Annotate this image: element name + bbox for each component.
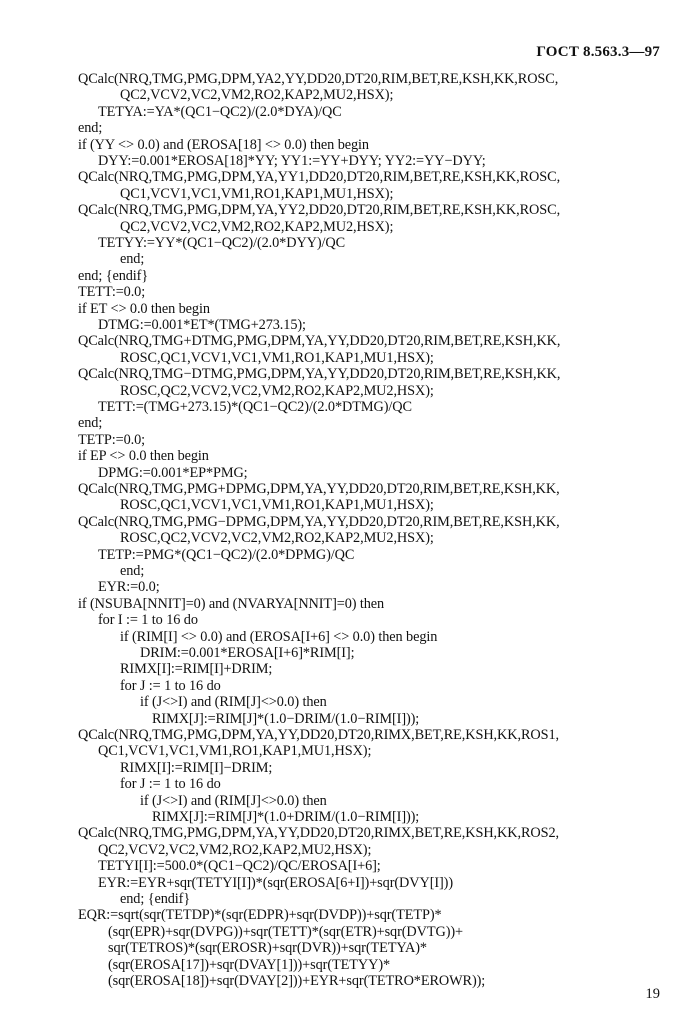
code-line: for J := 1 to 16 do (120, 677, 221, 694)
code-line: QCalc(NRQ,TMG,PMG+DPMG,DPM,YA,YY,DD20,DT20,RIM,BET,RE,KSH,KK, (78, 481, 560, 497)
code-line: TETT:=(TMG+273.15)*(QC1−QC2)/(2.0*DTMG)/QC (98, 399, 412, 415)
code-line: TETT:=0.0; (78, 284, 146, 301)
code-line: QCalc(NRQ,TMG,PMG,DPM,YA,YY,DD20,DT20,RIMX,BET,RE,KSH,KK,ROS2, (78, 825, 559, 842)
code-line: if (NSUBA[NNIT]=0) and (NVARYA[NNIT]=0) then (78, 595, 385, 612)
code-line: TETYA:=YA*(QC1−QC2)/(2.0*DYA)/QC (98, 103, 342, 120)
code-line: if (RIM[I] <> 0.0) and (EROSA[I+6] <> 0.0) then begin (120, 628, 438, 645)
code-line: DTMG:=0.001*ET*(TMG+273.15); (98, 317, 306, 333)
code-line: DYY:=0.001*EROSA[18]*YY; YY1:=YY+DYY; YY2:=YY−DYY; (98, 153, 486, 169)
code-line: TETP:=0.0; (78, 431, 146, 448)
code-line: end; (120, 251, 145, 268)
code-line: for J := 1 to 16 do (120, 776, 221, 793)
code-line: EYR:=0.0; (98, 579, 160, 596)
code-line: if (YY <> 0.0) and (EROSA[18] <> 0.0) then begin (78, 136, 369, 153)
code-line: if ET <> 0.0 then begin (78, 300, 210, 317)
code-line: QCalc(NRQ,TMG,PMG−DPMG,DPM,YA,YY,DD20,DT20,RIM,BET,RE,KSH,KK, (78, 513, 560, 530)
code-line: if EP <> 0.0 then begin (78, 448, 209, 465)
code-line: TETP:=PMG*(QC1−QC2)/(2.0*DPMG)/QC (98, 546, 355, 563)
code-line: QC2,VCV2,VC2,VM2,RO2,KAP2,MU2,HSX); (120, 87, 394, 104)
code-line: TETYI[I]:=500.0*(QC1−QC2)/QC/EROSA[I+6]; (98, 858, 381, 875)
code-line: QCalc(NRQ,TMG+DTMG,PMG,DPM,YA,YY,DD20,DT20,RIM,BET,RE,KSH,KK, (78, 333, 561, 350)
code-line: TETYY:=YY*(QC1−QC2)/(2.0*DYY)/QC (98, 235, 346, 251)
code-line: RIMX[I]:=RIM[I]−DRIM; (120, 759, 273, 776)
code-line: QCalc(NRQ,TMG,PMG,DPM,YA,YY,DD20,DT20,RIMX,BET,RE,KSH,KK,ROS1, (78, 727, 559, 743)
page-number: 19 (645, 986, 660, 1002)
code-line: QCalc(NRQ,TMG,PMG,DPM,YA,YY2,DD20,DT20,RIM,BET,RE,KSH,KK,ROSC, (78, 202, 561, 219)
code-line: EQR:=sqrt(sqr(TETDP)*(sqr(EDPR)+sqr(DVDP))+sqr(TETP)* (78, 907, 442, 924)
code-line: QC2,VCV2,VC2,VM2,RO2,KAP2,MU2,HSX); (120, 218, 394, 235)
code-line: end; (78, 120, 103, 137)
code-line: QC1,VCV1,VC1,VM1,RO1,KAP1,MU1,HSX); (120, 185, 394, 202)
code-line: QC2,VCV2,VC2,VM2,RO2,KAP2,MU2,HSX); (98, 841, 372, 858)
code-line: EYR:=EYR+sqr(TETYI[I])*(sqr(EROSA[6+I])+sqr(DVY[I])) (98, 874, 453, 891)
code-line: (sqr(EROSA[17])+sqr(DVAY[1]))+sqr(TETYY)* (108, 956, 391, 973)
code-line: end; {endif} (78, 267, 149, 284)
code-line: (sqr(EROSA[18])+sqr(DVAY[2]))+EYR+sqr(TETRO*EROWR)); (108, 973, 486, 989)
code-line: if (J<>I) and (RIM[J]<>0.0) then (140, 694, 327, 711)
code-line: ROSC,QC2,VCV2,VC2,VM2,RO2,KAP2,MU2,HSX); (120, 530, 434, 547)
code-line: QCalc(NRQ,TMG,PMG,DPM,YA,YY1,DD20,DT20,RIM,BET,RE,KSH,KK,ROSC, (78, 169, 561, 186)
code-line: ROSC,QC2,VCV2,VC2,VM2,RO2,KAP2,MU2,HSX); (120, 382, 434, 399)
code-line: RIMX[J]:=RIM[J]*(1.0−DRIM/(1.0−RIM[I])); (152, 710, 420, 727)
code-line: end; (120, 563, 145, 579)
standard-header: ГОСТ 8.563.3—97 (536, 44, 660, 60)
code-line: DRIM:=0.001*EROSA[I+6]*RIM[I]; (140, 645, 355, 661)
code-line: (sqr(EPR)+sqr(DVPG))+sqr(TETT)*(sqr(ETR)+sqr(DVTG))+ (108, 923, 464, 940)
code-line: DPMG:=0.001*EP*PMG; (98, 464, 248, 481)
code-line: QC1,VCV1,VC1,VM1,RO1,KAP1,MU1,HSX); (98, 743, 372, 760)
code-line: sqr(TETROS)*(sqr(EROSR)+sqr(DVR))+sqr(TETYA)* (108, 940, 427, 957)
code-line: ROSC,QC1,VCV1,VC1,VM1,RO1,KAP1,MU1,HSX); (120, 497, 434, 514)
code-line: end; {endif} (120, 891, 191, 907)
code-line: ROSC,QC1,VCV1,VC1,VM1,RO1,KAP1,MU1,HSX); (120, 349, 434, 366)
code-line: for I := 1 to 16 do (98, 612, 198, 629)
code-line: QCalc(NRQ,TMG−DTMG,PMG,DPM,YA,YY,DD20,DT20,RIM,BET,RE,KSH,KK, (78, 366, 561, 383)
code-line: RIMX[I]:=RIM[I]+DRIM; (120, 661, 273, 678)
code-line: if (J<>I) and (RIM[J]<>0.0) then (140, 792, 327, 809)
code-line: RIMX[J]:=RIM[J]*(1.0+DRIM/(1.0−RIM[I])); (152, 809, 420, 825)
code-line: end; (78, 415, 103, 432)
code-line: QCalc(NRQ,TMG,PMG,DPM,YA2,YY,DD20,DT20,RIM,BET,RE,KSH,KK,ROSC, (78, 71, 559, 87)
